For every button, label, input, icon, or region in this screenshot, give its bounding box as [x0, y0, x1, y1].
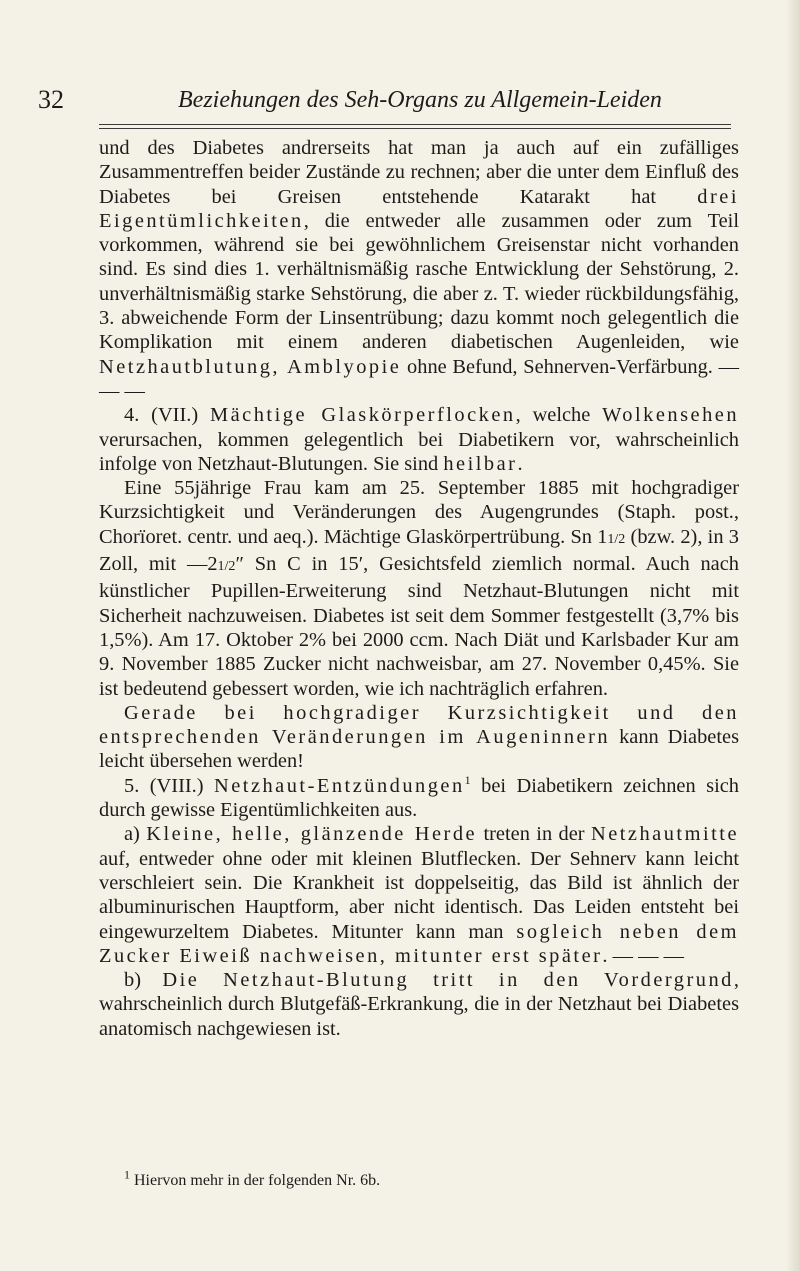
spaced-emphasis: Die Netzhaut-Blutung tritt in den Vordergrund — [162, 969, 734, 992]
text-run: . — — — — [602, 944, 684, 967]
spaced-emphasis: Netzhautmitte — [590, 823, 739, 846]
footnote — [124, 1167, 739, 1191]
text-run: , welche — [515, 404, 603, 427]
text-run: , wahrscheinlich durch Blutgefäß-Erkrankung, die in der Netzhaut bei Diabetes anatomisch nachgewiesen ist. — [99, 969, 739, 1040]
spaced-emphasis: Netzhautblutung, Amblyopie — [99, 355, 402, 378]
text-run: kann Diabetes leicht übersehen werden! — [99, 726, 740, 773]
paragraph-vitreous — [99, 403, 739, 476]
paragraph-case-report — [99, 476, 739, 701]
spaced-emphasis: Wolkensehen — [602, 404, 740, 427]
spaced-emphasis: Mächtige Glaskörperflocken — [210, 404, 516, 427]
paragraph-cataract — [99, 136, 739, 403]
text-run: b) — [124, 969, 163, 992]
page-header — [38, 83, 758, 117]
spaced-emphasis: sogleich neben dem Zucker Eiweiß nachweisen, mitunter erst später — [99, 920, 739, 967]
paragraph-item-a — [99, 822, 739, 968]
paragraph-retinitis — [99, 774, 739, 823]
running-title: Beziehungen des Seh-Organs zu Allgemein-Leiden — [178, 87, 662, 113]
header-rule-bottom — [99, 128, 731, 129]
text-run: treten in der — [477, 823, 591, 846]
text-run: a) — [124, 823, 147, 846]
text-run: (bzw. 2), in 3 Zoll, mit —2 — [99, 525, 739, 576]
spaced-emphasis: heilbar — [443, 452, 518, 475]
text-run: auf, entweder ohne oder mit kleinen Blutflecken. Der Sehnerv kann leicht verschleiert sein. Die Krankheit ist doppelseitig, das Bild ist ähnlich der albuminurischen Hauptform, aber nicht identisch. Das Leiden entsteht bei eingewurzeltem Diabetes. Mitunter kann man — [99, 847, 739, 943]
text-run: . — [517, 452, 523, 475]
page-number: 32 — [38, 85, 64, 114]
header-rule-top — [99, 124, 731, 125]
text-run: und des Diabetes andrerseits hat man ja auch auf ein zufälliges Zusammentreffen beider Zustände zu rechnen; aber die unter dem Einfluß des Diabetes bei Greisen entstehende Katarakt hat — [99, 137, 739, 208]
body-text — [99, 136, 739, 1041]
footnote-text: Hiervon mehr in der folgenden Nr. 6b. — [130, 1172, 381, 1189]
fraction: 1/2 — [217, 559, 236, 575]
spaced-emphasis: Kleine, helle, glänzende Herde — [146, 823, 478, 846]
spaced-emphasis: Gerade bei hochgradiger Kurzsichtigkeit und den entsprechenden Veränderungen im Augeninnern — [99, 701, 739, 749]
spaced-emphasis: Netzhaut-Entzündungen — [214, 774, 465, 797]
text-run: ohne Befund, Sehnerven-Verfärbung. — — — — [99, 355, 739, 402]
text-run: 5. (VIII.) — [124, 774, 214, 797]
paragraph-warning — [99, 701, 739, 774]
text-run: ″ Sn C in 15′, Gesichtsfeld ziemlich normal. Auch nach künstlicher Pupillen-Erweiterung sind Netzhaut-Blutungen nicht mit Sicherheit nachzuweisen. Diabetes ist seit dem Sommer festgestellt (3,7% bis 1,5%). Am 17. Oktober 2% bei 2000 ccm. Nach Diät und Karlsbader Kur am 9. November 1885 Zucker nicht nachweisbar, am 27. November 0,45%. Sie ist bedeutend gebessert worden, wie ich nachträglich erfahren. — [99, 553, 739, 700]
paragraph-item-b — [99, 968, 739, 1041]
fraction: 1/2 — [607, 531, 626, 547]
text-run: Eine 55jährige Frau kam am 25. September 1885 mit hochgradiger Kurzsichtigkeit und Veränderungen des Augengrundes (Staph. post., Chorïoret. centr. und aeq.). Mächtige Glaskörpertrübung. Sn 1 — [99, 477, 739, 548]
text-run: bei Diabetikern zeichnen sich durch gewisse Eigentümlichkeiten aus. — [99, 774, 739, 822]
spaced-emphasis: drei Eigentümlichkeiten — [99, 185, 739, 232]
page-edge-shadow — [786, 0, 800, 1271]
footnote-marker: 1 — [124, 1167, 130, 1182]
text-run: , die entweder alle zusammen oder zum Teil vorkommen, während sie bei gewöhnlichem Greisenstar nicht vorhanden sind. Es sind dies 1. verhältnismäßig rasche Entwicklung der Sehstörung, 2. unverhältnismäßig starke Sehstörung, die aber z. T. wieder rückbildungsfähig, 3. abweichende Form der Linsentrübung; dazu kommt noch gelegentlich die Komplikation mit einem anderen diabetischen Augenleiden, wie — [99, 209, 739, 354]
text-run: 4. (VII.) — [124, 404, 210, 427]
footnote-ref: 1 — [464, 772, 471, 787]
text-run: verursachen, kommen gelegentlich bei Diabetikern vor, wahrscheinlich infolge von Netzhaut-Blutungen. Sie sind — [99, 428, 739, 475]
